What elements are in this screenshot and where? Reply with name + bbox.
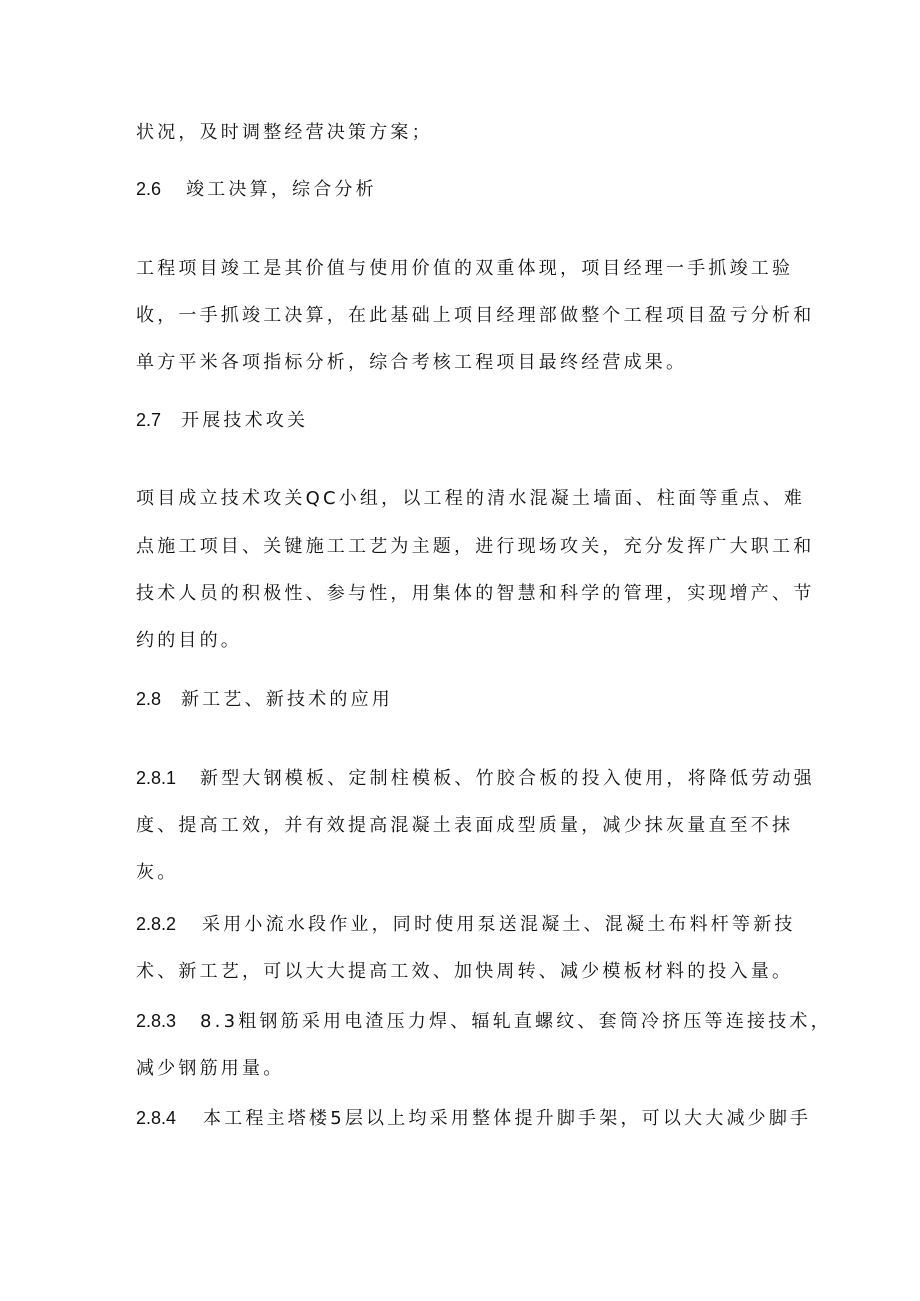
section-number: 2.8 [136, 689, 162, 709]
paragraph-line: 工程项目竣工是其价值与使用价值的双重体现，项目经理一手抓竣工验 [136, 258, 794, 279]
section-heading-2-8 [136, 687, 393, 712]
list-item-2-8-1 [136, 766, 815, 791]
item-number: 2.8.1 [136, 768, 177, 788]
paragraph-line: 点施工项目、关键施工工艺为主题，进行现场攻关，充分发挥广大职工和 [136, 536, 815, 557]
paragraph-line: 项目成立技术攻关QC小组，以工程的清水混凝土墙面、柱面等重点、难 [136, 488, 806, 509]
paragraph-line: 单方平米各项指标分析，综合考核工程项目最终经营成果。 [136, 352, 688, 373]
section-title: 新工艺、新技术的应用 [181, 689, 393, 710]
item-continuation: 术、新工艺，可以大大提高工效、加快周转、减少模板材料的投入量。 [136, 961, 794, 982]
section-title: 竣工决算，综合分析 [186, 179, 377, 200]
item-text: 8.3粗钢筋采用电渣压力焊、辐轧直螺纹、套筒冷挤压等连接技术， [200, 1011, 832, 1032]
item-number: 2.8.2 [136, 914, 177, 934]
item-text: 本工程主塔楼5层以上均采用整体提升脚手架，可以大大减少脚手 [203, 1108, 812, 1129]
section-number: 2.7 [136, 410, 162, 430]
list-item-2-8-2 [136, 912, 796, 937]
paragraph-line: 技术人员的积极性、参与性，用集体的智慧和科学的管理，实现增产、节 [136, 583, 815, 604]
section-heading-2-6 [136, 177, 377, 202]
item-number: 2.8.4 [136, 1108, 177, 1128]
item-text: 新型大钢模板、定制柱模板、竹胶合板的投入使用，将降低劳动强 [200, 768, 815, 789]
item-text: 采用小流水段作业，同时使用泵送混凝土、混凝土布料杆等新技 [202, 914, 796, 935]
text-line: 状况，及时调整经营决策方案； [136, 122, 433, 143]
item-continuation: 灰。 [136, 862, 179, 883]
paragraph-line: 收，一手抓竣工决算，在此基础上项目经理部做整个工程项目盈亏分析和 [136, 305, 815, 326]
item-number: 2.8.3 [136, 1011, 177, 1031]
item-continuation: 减少钢筋用量。 [136, 1058, 285, 1079]
section-title: 开展技术攻关 [181, 410, 309, 431]
item-continuation: 度、提高工效，并有效提高混凝土表面成型质量，减少抹灰量直至不抹 [136, 815, 794, 836]
paragraph-line: 约的目的。 [136, 630, 242, 651]
list-item-2-8-4 [136, 1106, 811, 1131]
section-heading-2-7 [136, 408, 308, 433]
section-number: 2.6 [136, 179, 162, 199]
list-item-2-8-3 [136, 1009, 832, 1034]
